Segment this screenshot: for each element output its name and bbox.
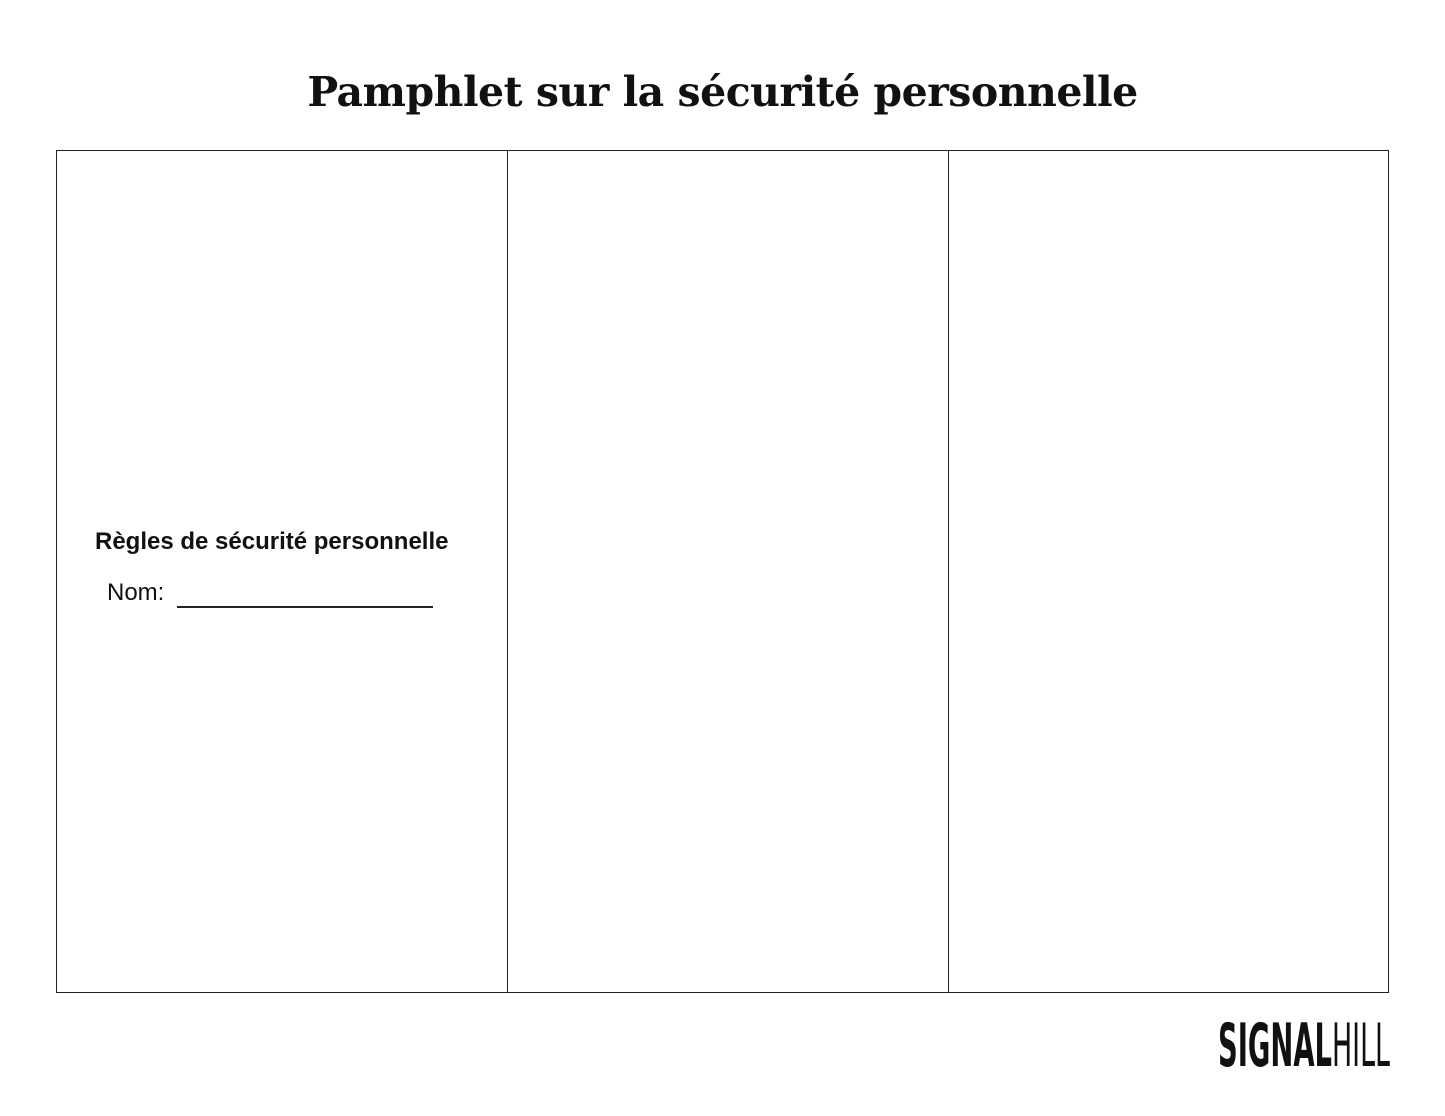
signal-hill-logo [1218,1011,1391,1081]
cover-heading: Règles de sécurité personnelle [95,528,449,555]
panel-cover [57,151,508,992]
signal-hill-logo-mark [1218,1011,1391,1081]
name-blank-line[interactable] [177,606,433,608]
logo-text-signal: SIGNAL [1218,1011,1332,1081]
page-title: Pamphlet sur la sécurité personnelle [307,68,1138,116]
name-label: Nom: [107,579,165,606]
pamphlet-panels [56,150,1389,993]
panel-middle[interactable] [508,151,949,992]
name-field[interactable] [107,577,433,609]
panel-right[interactable] [949,151,1388,992]
logo-text-hill: HILL [1332,1011,1391,1081]
